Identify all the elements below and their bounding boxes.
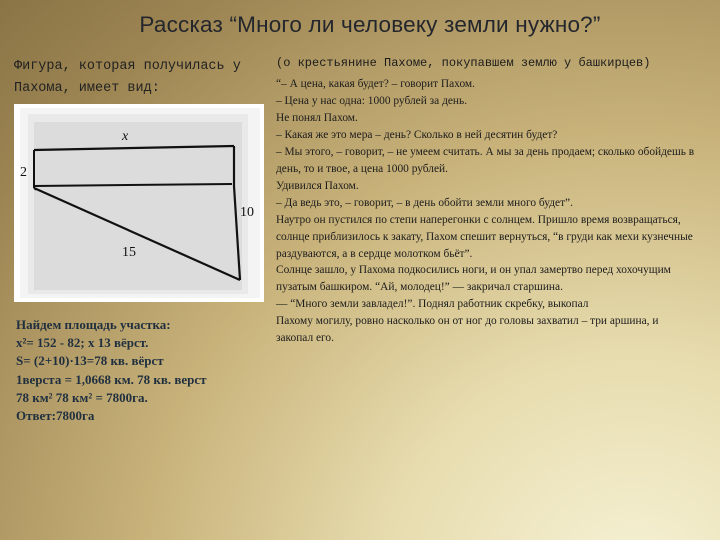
land-figure <box>14 104 264 302</box>
story-paragraph: Не понял Пахом. <box>276 111 358 124</box>
label-10: 10 <box>240 205 254 220</box>
land-figure-drawing <box>14 104 264 302</box>
figure-heading: Фигура, которая получилась у Пахома, имеет вид: <box>14 59 241 96</box>
story-paragraph: Пахому могилу, ровно насколько он от ног до головы захватил – три аршина, и закопал его. <box>276 315 659 345</box>
label-2: 2 <box>20 165 27 180</box>
story-paragraph: Солнце зашло, у Пахома подкосились ноги, и он упал замертво перед хохочущим пузатым башкиром. “Ай, молодец!” — закричал старшина. <box>276 264 671 294</box>
story-paragraph: Наутро он пустился по степи наперегонки с солнцем. Пришло время возвращаться, солнце приблизилось к закату, Пахом спешит вернуться, “в груди как мехи кузнечные раздуваются, а в сердце молотком бьёт”. <box>276 213 693 260</box>
story-paragraph: – Мы этого, – говорит, – не умеем считать. А мы за день продаем; сколько обойдешь в день, то и твое, а цена 1000 рублей. <box>276 145 695 175</box>
solution-line: x²= 152 - 82; x 13 вёрст. <box>16 335 149 351</box>
solution-line: 78 км² 78 км² = 7800га. <box>16 389 148 405</box>
solution-answer: Ответ:7800га <box>16 408 95 424</box>
story-paragraph: – Цена у нас одна: 1000 рублей за день. <box>276 94 468 107</box>
label-15: 15 <box>122 245 136 260</box>
story-text <box>276 54 696 347</box>
slide-title: Рассказ “Много ли человеку земли нужно?” <box>139 12 601 37</box>
story-intro: (о крестьянине Пахоме, покупавшем землю у башкирцев) <box>276 56 651 70</box>
story-paragraph: – Какая же это мера – день? Сколько в ней десятин будет? <box>276 128 558 141</box>
solution-line: 1верста = 1,0668 км. 78 кв. верст <box>16 371 207 387</box>
solution-block <box>16 316 276 425</box>
story-paragraph: Удивился Пахом. <box>276 179 359 192</box>
story-paragraph: — “Много земли завладел!”. Поднял работник скребку, выкопал <box>276 298 589 311</box>
story-paragraph: – Да ведь это, – говорит, – в день обойти земли много будет”. <box>276 196 573 209</box>
solution-line: S= (2+10)·13=78 кв. вёрст <box>16 353 164 369</box>
label-x: x <box>122 129 129 144</box>
story-paragraph: “– А цена, какая будет? – говорит Пахом. <box>276 78 475 90</box>
solution-line: Найдем площадь участка: <box>16 317 171 332</box>
